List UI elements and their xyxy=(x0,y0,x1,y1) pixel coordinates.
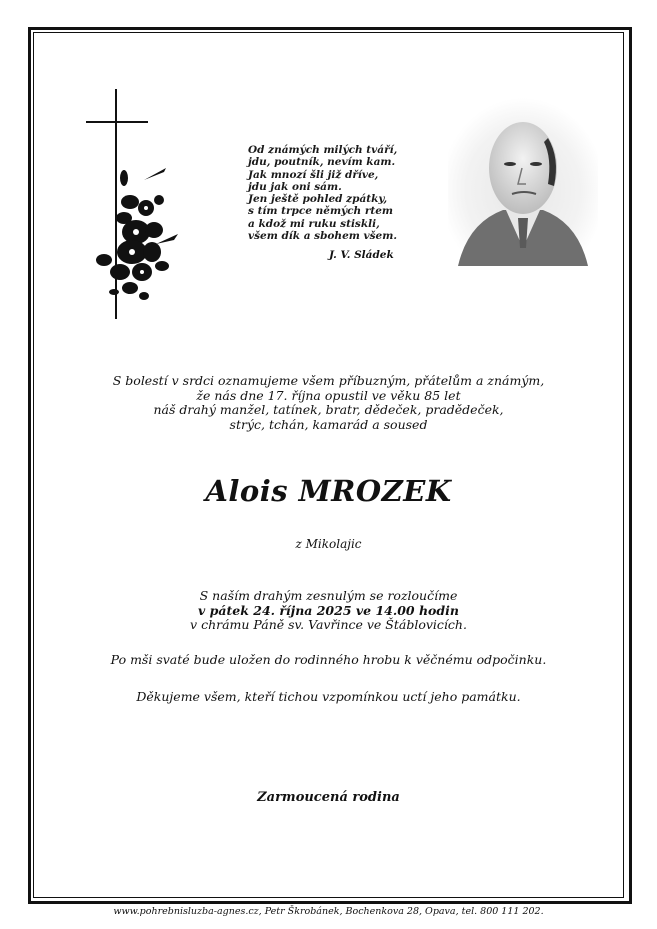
announcement xyxy=(33,374,624,432)
poem-line: jdu jak oni sám. xyxy=(248,180,342,193)
poem-line: Jen ještě pohled zpátky, xyxy=(248,193,388,206)
announcement-line: strýc, tchán, kamarád a soused xyxy=(229,416,428,432)
poem-line: a kdož mi ruku stiskli, xyxy=(248,217,380,230)
poem xyxy=(248,144,397,242)
poem-line: Jak mnozí šli již dříve, xyxy=(248,168,379,181)
deceased-origin: z Mikolajic xyxy=(295,537,362,551)
announcement-line: že nás dne 17. října opustil ve věku 85 let xyxy=(196,387,461,403)
poem-line: jdu, poutník, nevím kam. xyxy=(248,156,396,169)
announcement-line: náš drahý manžel, tatínek, bratr, dědeček, pradědeček, xyxy=(153,402,504,417)
ceremony-intro: S naším drahým zesnulým se rozloučíme xyxy=(199,588,458,603)
ceremony-info xyxy=(33,589,624,633)
thanks-text: Děkujeme všem, kteří tichou vzpomínkou uctí jeho památku. xyxy=(136,689,521,704)
poem-line: Od známých milých tváří, xyxy=(248,144,398,156)
burial-text: Po mši svaté bude uložen do rodinného hrobu k věčnému odpočinku. xyxy=(110,652,547,667)
deceased-name: Alois MROZEK xyxy=(205,474,452,508)
poem-author: J. V. Sládek xyxy=(329,249,394,261)
ceremony-place: v chrámu Páně sv. Vavřince ve Štáblovicích. xyxy=(190,617,467,632)
poem-line: všem dík a sbohem všem. xyxy=(248,230,397,243)
portrait-photo xyxy=(448,98,598,266)
signature: Zarmoucená rodina xyxy=(257,790,400,805)
ceremony-datetime: v pátek 24. října 2025 ve 14.00 hodin xyxy=(198,602,459,618)
footer-contact: www.pohrebnisluzba-agnes.cz, Petr Škrobánek, Bochenkova 28, Opava, tel. 800 111 202. xyxy=(113,906,544,917)
announcement-line: S bolestí v srdci oznamujeme všem příbuzným, přátelům a známým, xyxy=(112,373,545,388)
cross-icon-bar xyxy=(86,121,148,123)
flower-bouquet-icon xyxy=(84,160,184,310)
poem-line: s tím trpce němých rtem xyxy=(248,205,394,218)
